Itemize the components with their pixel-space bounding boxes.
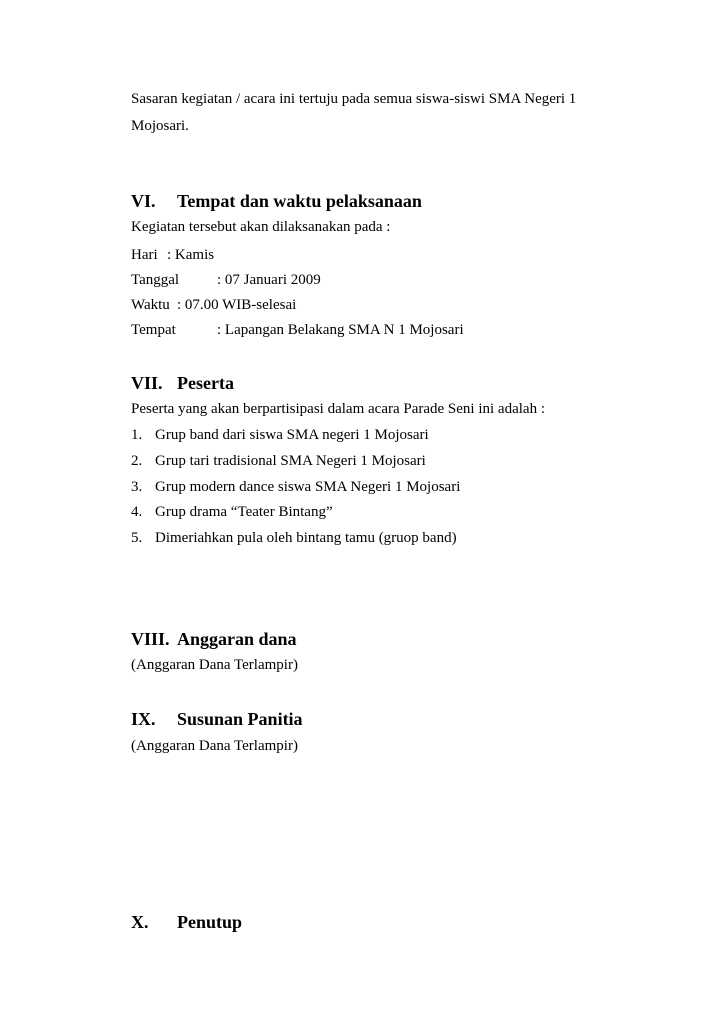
section-7-lead: Peserta yang akan berpartisipasi dalam acara Parade Seni ini adalah :: [131, 401, 545, 417]
intro-line-1: Sasaran kegiatan / acara ini tertuju pada semua siswa-siswi SMA Negeri 1: [131, 91, 577, 107]
list-item-text: Grup modern dance siswa SMA Negeri 1 Mojosari: [155, 479, 461, 495]
section-6-number: VI.: [131, 191, 156, 211]
list-item-text: Dimeriahkan pula oleh bintang tamu (gruop band): [155, 530, 457, 546]
section-8-title: Anggaran dana: [177, 629, 297, 649]
section-9-title: Susunan Panitia: [177, 709, 303, 729]
section-6-lead: Kegiatan tersebut akan dilaksanakan pada :: [131, 219, 391, 235]
schedule-label: Tanggal: [131, 272, 180, 288]
list-item-text: Grup tari tradisional SMA Negeri 1 Mojosari: [155, 453, 426, 469]
list-item: [131, 452, 426, 470]
section-7-heading: [131, 372, 234, 394]
list-item-number: 3.: [131, 479, 143, 495]
section-10-title: Penutup: [177, 912, 243, 932]
section-6-heading: [131, 190, 422, 212]
schedule-value: : 07.00 WIB-selesai: [177, 297, 297, 313]
intro-line-2: Mojosari.: [131, 118, 189, 134]
list-item: [131, 503, 333, 521]
schedule-row-waktu: [131, 296, 297, 314]
schedule-row-hari: [131, 246, 215, 264]
list-item-number: 4.: [131, 504, 143, 520]
section-10-heading: [131, 911, 243, 933]
schedule-value: : Kamis: [167, 247, 215, 263]
section-7-number: VII.: [131, 373, 163, 393]
section-9-number: IX.: [131, 709, 156, 729]
section-10-number: X.: [131, 912, 149, 932]
section-8-note: (Anggaran Dana Terlampir): [131, 657, 298, 673]
section-8-number: VIII.: [131, 629, 170, 649]
schedule-label: Waktu: [131, 297, 170, 313]
schedule-label: Tempat: [131, 322, 176, 338]
section-6-title: Tempat dan waktu pelaksanaan: [177, 191, 422, 211]
list-item-number: 1.: [131, 427, 143, 443]
schedule-value: : Lapangan Belakang SMA N 1 Mojosari: [217, 322, 464, 338]
section-8-heading: [131, 628, 297, 650]
schedule-row-tanggal: [131, 271, 321, 289]
list-item: [131, 529, 457, 547]
schedule-row-tempat: [131, 321, 464, 339]
list-item-text: Grup band dari siswa SMA negeri 1 Mojosari: [155, 427, 429, 443]
schedule-value: : 07 Januari 2009: [217, 272, 321, 288]
list-item-number: 5.: [131, 530, 143, 546]
schedule-label: Hari: [131, 247, 158, 263]
list-item: [131, 426, 429, 444]
section-9-note: (Anggaran Dana Terlampir): [131, 738, 298, 754]
section-7-title: Peserta: [177, 373, 234, 393]
section-9-heading: [131, 708, 303, 730]
list-item-text: Grup drama “Teater Bintang”: [155, 504, 333, 520]
list-item: [131, 478, 461, 496]
list-item-number: 2.: [131, 453, 143, 469]
